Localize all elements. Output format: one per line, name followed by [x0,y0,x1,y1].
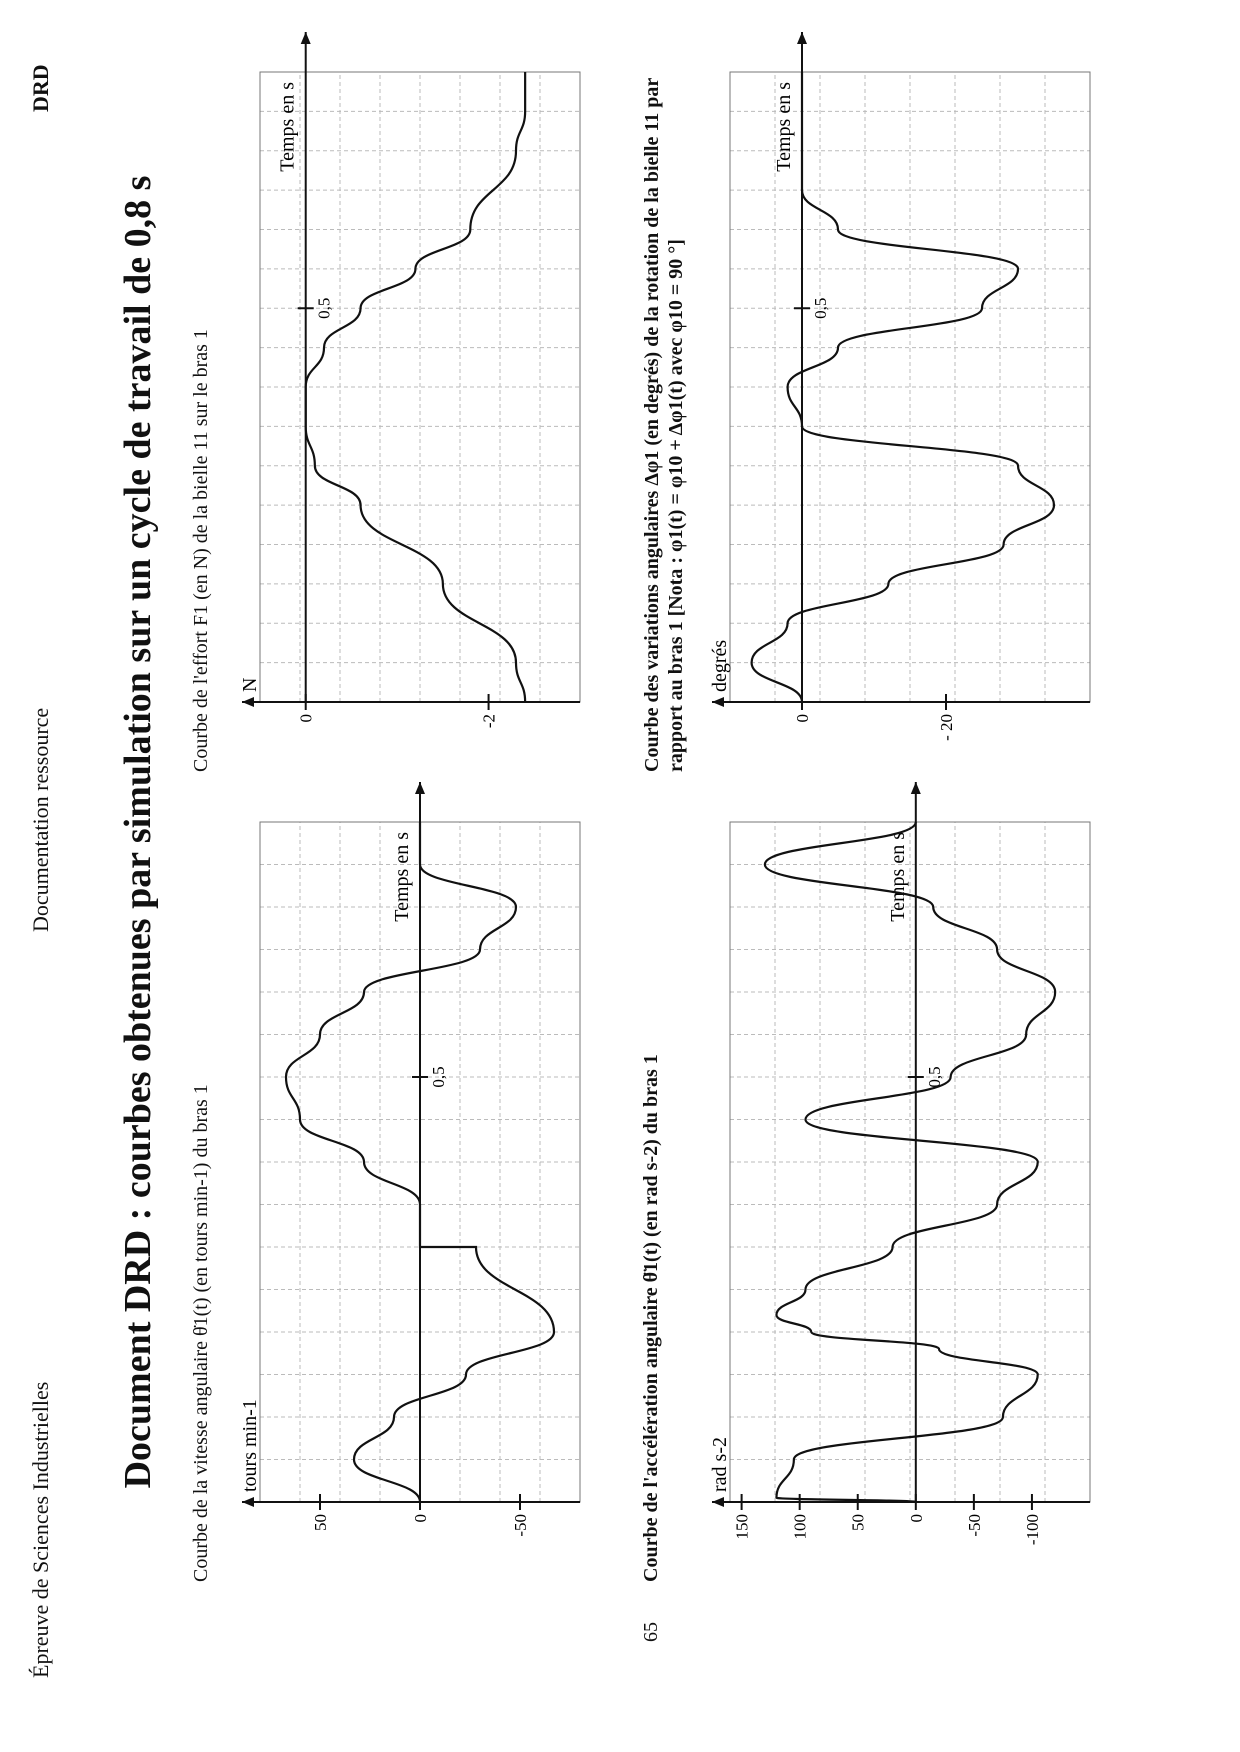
x-tick-label: 0,5 [429,1066,448,1088]
plot-title-angles: Courbe des variations angulaires Δφ1 (en degrés) de la rotation de la bielle 11 par rapport au bras 1 [Nota : φ1(t) = φ10 + Δφ1(t) avec φ10 = 90 °] [641,78,687,772]
x-axis-label: Temps en s [276,82,299,172]
document-title: Document DRD : courbes obtenues par simulation sur un cycle de travail de 0,8 s [117,175,159,1489]
x-tick-label: 0,5 [314,297,334,319]
y-tick-label: 0 [296,714,316,723]
y-tick-label: -100 [1022,1514,1042,1546]
y-axis-arrow [242,1497,254,1507]
y-tick-label: 150 [732,1514,752,1540]
chart-acceleration [700,762,1120,1562]
x-tick-label: 0,5 [924,1066,944,1088]
x-axis-label: Temps en s [773,82,795,172]
x-axis-label: Temps en s [886,832,909,922]
plot-title-speed: Courbe de la vitesse angulaire θ̇1(t) (en tours min-1) du bras 1 [190,1084,212,1582]
y-tick-label: 100 [790,1514,810,1540]
x-axis-arrow [415,782,425,794]
y-tick-label: 50 [848,1514,868,1531]
header-code: DRD [28,64,53,112]
y-axis-label: tours min-1 [239,1399,261,1492]
x-axis-arrow [911,782,921,794]
chart-speed [230,762,610,1562]
x-axis-label: Temps en s [391,832,413,922]
x-tick-label: 0,5 [811,297,830,319]
plot-title-acceleration: Courbe de l'accélération angulaire θ̈1(t) (en rad s-2) du bras 1 [640,1054,662,1582]
y-axis-arrow [712,1497,724,1507]
page-number: 65 [640,1622,662,1642]
x-axis-arrow [301,32,311,44]
y-tick-label: 0 [906,1514,926,1523]
chart-force [230,12,610,762]
y-tick-label: -50 [511,1514,530,1537]
y-tick-label: -2 [479,714,499,729]
y-tick-label: 50 [311,1514,330,1531]
y-tick-label: - 20 [937,714,956,741]
y-axis-arrow [712,697,724,707]
y-axis-label: rad s-2 [709,1437,731,1492]
header-center: Documentation ressource [28,707,53,932]
chart-angles [700,12,1120,762]
header-exam: Épreuve de Sciences Industrielles [28,1381,53,1678]
y-axis-label: N [239,677,261,692]
x-axis-arrow [797,32,807,44]
plot-title-force: Courbe de l'effort F1 (en N) de la bielle 11 sur le bras 1 [190,329,212,772]
y-tick-label: 0 [793,714,812,723]
y-axis-arrow [242,697,254,707]
y-tick-label: -50 [964,1514,984,1537]
y-axis-label: degrés [709,639,731,692]
y-tick-label: 0 [411,1514,430,1523]
